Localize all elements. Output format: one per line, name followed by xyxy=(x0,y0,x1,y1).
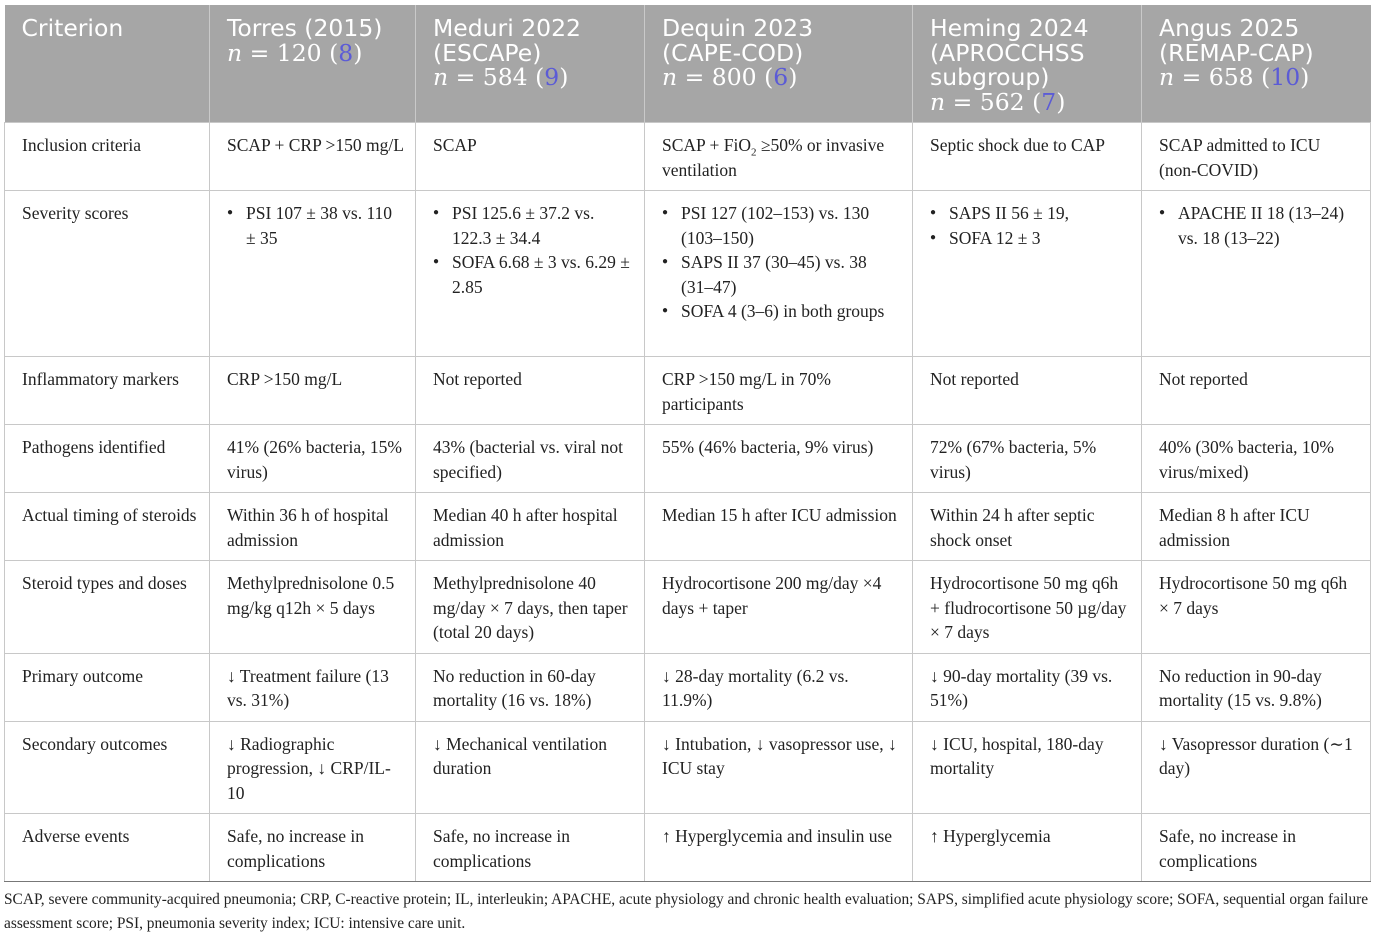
table-cell xyxy=(416,191,645,357)
table-row xyxy=(5,425,1371,493)
row-label: Steroid types and doses xyxy=(5,561,210,654)
table-cell xyxy=(913,191,1142,357)
table-cell xyxy=(210,191,416,357)
list-item: ● SOFA 4 (3–6) in both groups xyxy=(662,299,902,324)
table-row xyxy=(5,123,1371,191)
row-label: Severity scores xyxy=(5,191,210,357)
table-cell: ↓ Intubation, ↓ vasopressor use, ↓ ICU stay xyxy=(645,721,913,814)
study-n: n = 584 (9) xyxy=(433,63,569,91)
table-cell: ↓ Radiographic progression, ↓ CRP/IL-10 xyxy=(210,721,416,814)
list-item: ● PSI 127 (102–153) vs. 130 (103–150) xyxy=(662,201,902,250)
comparison-table xyxy=(4,5,1371,882)
table-cell: SCAP admitted to ICU (non-COVID) xyxy=(1142,123,1371,191)
table-cell: ↓ ICU, hospital, 180-day mortality xyxy=(913,721,1142,814)
table-row xyxy=(5,721,1371,814)
table-cell: 43% (bacterial vs. viral not specified) xyxy=(416,425,645,493)
table-cell: Median 8 h after ICU admission xyxy=(1142,493,1371,561)
table-cell: 55% (46% bacteria, 9% virus) xyxy=(645,425,913,493)
study-name: Torres (2015) xyxy=(227,14,383,42)
table-cell: 40% (30% bacteria, 10% virus/mixed) xyxy=(1142,425,1371,493)
study-acronym: (CAPE-COD) xyxy=(662,38,804,67)
list-item: ● PSI 125.6 ± 37.2 vs. 122.3 ± 34.4 xyxy=(433,201,634,250)
table-row xyxy=(5,493,1371,561)
table-cell: Not reported xyxy=(1142,357,1371,425)
table-cell: ↓ Treatment failure (13 vs. 31%) xyxy=(210,653,416,721)
header-study-meduri xyxy=(416,5,645,123)
table-cell: Within 36 h of hospital admission xyxy=(210,493,416,561)
study-n: n = 658 (10) xyxy=(1159,63,1310,91)
list-item: ● SAPS II 37 (30–45) vs. 38 (31–47) xyxy=(662,250,902,299)
study-acronym: (REMAP-CAP) xyxy=(1159,38,1314,67)
comparison-table-container xyxy=(4,5,1370,882)
study-name: Angus 2025 xyxy=(1159,14,1300,42)
table-cell: Hydrocortisone 200 mg/day ×4 days + taper xyxy=(645,561,913,654)
table-cell xyxy=(1142,191,1371,357)
list-item: ● APACHE II 18 (13–24) vs. 18 (13–22) xyxy=(1159,201,1360,250)
table-cell: Hydrocortisone 50 mg q6h + fludrocortisone 50 µg/day × 7 days xyxy=(913,561,1142,654)
study-name: Dequin 2023 xyxy=(662,14,814,42)
bullet-list xyxy=(433,201,634,299)
table-cell: Median 40 h after hospital admission xyxy=(416,493,645,561)
table-cell: Methylprednisolone 40 mg/day × 7 days, then taper (total 20 days) xyxy=(416,561,645,654)
table-cell: Safe, no increase in complications xyxy=(210,814,416,882)
reference-link[interactable]: 6 xyxy=(773,63,789,91)
table-cell: ↓ Vasopressor duration (∼1 day) xyxy=(1142,721,1371,814)
table-cell: Within 24 h after septic shock onset xyxy=(913,493,1142,561)
table-cell: No reduction in 60-day mortality (16 vs. 18%) xyxy=(416,653,645,721)
row-label: Pathogens identified xyxy=(5,425,210,493)
row-label: Adverse events xyxy=(5,814,210,882)
table-cell: SCAP + CRP >150 mg/L xyxy=(210,123,416,191)
list-item: ● SOFA 6.68 ± 3 vs. 6.29 ± 2.85 xyxy=(433,250,634,299)
table-cell: CRP >150 mg/L in 70% participants xyxy=(645,357,913,425)
table-cell: 41% (26% bacteria, 15% virus) xyxy=(210,425,416,493)
reference-link[interactable]: 10 xyxy=(1270,63,1301,91)
study-n: n = 562 (7) xyxy=(930,87,1066,116)
reference-link[interactable]: 9 xyxy=(544,63,560,91)
table-cell: SCAP xyxy=(416,123,645,191)
row-label: Actual timing of steroids xyxy=(5,493,210,561)
table-cell: CRP >150 mg/L xyxy=(210,357,416,425)
table-cell: ↓ 28-day mortality (6.2 vs. 11.9%) xyxy=(645,653,913,721)
row-label: Secondary outcomes xyxy=(5,721,210,814)
row-label: Primary outcome xyxy=(5,653,210,721)
table-cell: No reduction in 90-day mortality (15 vs. 9.8%) xyxy=(1142,653,1371,721)
table-row xyxy=(5,357,1371,425)
study-acronym: (APROCCHSS xyxy=(930,38,1085,67)
header-criterion: Criterion xyxy=(5,5,210,123)
table-cell: SCAP + FiO$_2$ ≥50% or invasive ventilation xyxy=(645,123,913,191)
study-n: n = 120 (8) xyxy=(227,38,363,67)
table-row xyxy=(5,191,1371,357)
table-cell: ↓ 90-day mortality (39 vs. 51%) xyxy=(913,653,1142,721)
bullet-list xyxy=(662,201,902,324)
header-study-torres xyxy=(210,5,416,123)
header-study-angus xyxy=(1142,5,1371,123)
table-cell xyxy=(645,191,913,357)
table-cell: Not reported xyxy=(913,357,1142,425)
table-cell: Median 15 h after ICU admission xyxy=(645,493,913,561)
table-header xyxy=(5,5,1371,123)
study-name: Meduri 2022 xyxy=(433,14,582,42)
bullet-list xyxy=(930,201,1131,250)
row-label: Inclusion criteria xyxy=(5,123,210,191)
study-acronym-cont: subgroup) xyxy=(930,63,1050,91)
study-name: Heming 2024 xyxy=(930,14,1089,42)
table-cell: ↑ Hyperglycemia xyxy=(913,814,1142,882)
table-row xyxy=(5,814,1371,882)
table-cell: 72% (67% bacteria, 5% virus) xyxy=(913,425,1142,493)
table-row xyxy=(5,561,1371,654)
table-cell: Not reported xyxy=(416,357,645,425)
table-cell: ↑ Hyperglycemia and insulin use xyxy=(645,814,913,882)
table-body xyxy=(5,123,1371,882)
list-item: ● SOFA 12 ± 3 xyxy=(930,226,1131,251)
table-cell: Safe, no increase in complications xyxy=(1142,814,1371,882)
bullet-list xyxy=(227,201,405,250)
reference-link[interactable]: 7 xyxy=(1041,87,1057,116)
header-study-dequin xyxy=(645,5,913,123)
study-n: n = 800 (6) xyxy=(662,63,798,91)
table-footnote: SCAP, severe community-acquired pneumonia; CRP, C-reactive protein; IL, interleukin; APACHE, acute physiology and chronic health evaluation; SAPS, simplified acute physiology score; SOFA, sequential organ failure assessment score; PSI, pneumonia severity index; ICU: intensive care unit. xyxy=(4,891,1369,932)
list-item: ● SAPS II 56 ± 19, xyxy=(930,201,1131,226)
table-cell: Septic shock due to CAP xyxy=(913,123,1142,191)
table-cell: Safe, no increase in complications xyxy=(416,814,645,882)
table-cell: ↓ Mechanical ventilation duration xyxy=(416,721,645,814)
list-item: ● PSI 107 ± 38 vs. 110 ± 35 xyxy=(227,201,405,250)
table-row xyxy=(5,653,1371,721)
table-cell: Methylprednisolone 0.5 mg/kg q12h × 5 days xyxy=(210,561,416,654)
header-study-heming xyxy=(913,5,1142,123)
header-row xyxy=(5,5,1371,123)
table-cell: Hydrocortisone 50 mg q6h × 7 days xyxy=(1142,561,1371,654)
row-label: Inflammatory markers xyxy=(5,357,210,425)
reference-link[interactable]: 8 xyxy=(338,38,354,67)
study-acronym: (ESCAPe) xyxy=(433,38,542,67)
bullet-list xyxy=(1159,201,1360,250)
